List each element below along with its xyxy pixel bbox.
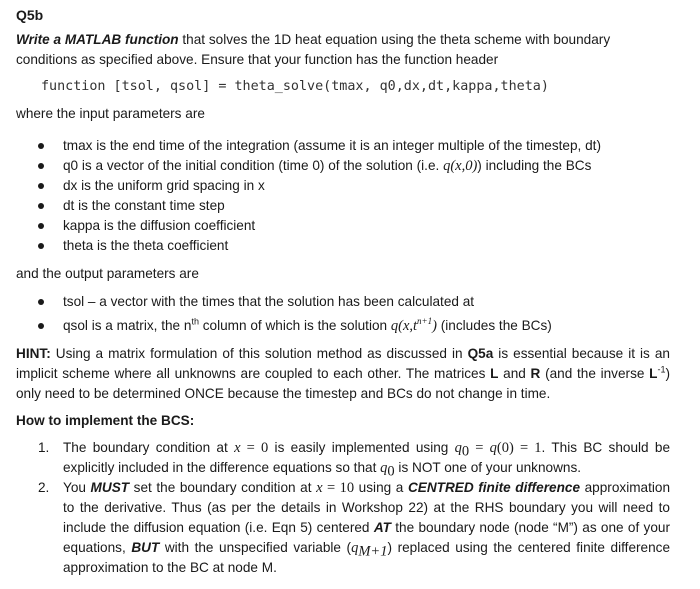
list-item: [38, 216, 670, 236]
input-kappa: kappa is the diffusion coefficient: [63, 218, 256, 233]
list-item: [38, 196, 670, 216]
math-x: x: [234, 440, 241, 456]
math-subscript-0: 0: [461, 443, 470, 460]
intro-emphasis: Write a MATLAB function: [16, 32, 179, 47]
hint-inverse-superscript: -1: [657, 364, 666, 375]
bcs-list: [38, 438, 670, 578]
item-number: 2.: [38, 480, 50, 495]
hint-text-1: Using a matrix formulation of this solution method as discussed in: [50, 346, 468, 361]
question-title: Q5b: [16, 7, 44, 23]
bullet-icon: [38, 243, 44, 249]
bullet-icon: [38, 223, 44, 229]
intro-paragraph: [16, 30, 670, 70]
input-dt: dt is the constant time step: [63, 198, 225, 213]
bullet-icon: [38, 183, 44, 189]
bc2-centred-fd: CENTRED finite difference: [407, 480, 581, 495]
input-q0: q0 is a vector of the initial condition (time 0) of the solution (i.e.: [63, 158, 444, 173]
bullet-icon: [38, 323, 44, 329]
bc2-at: AT: [373, 520, 391, 535]
hint-text-2: is essential because it is an implicit scheme where all unknowns are coupled to each other. The matrices: [16, 346, 670, 381]
bc2-text-b: set the boundary condition at: [129, 480, 317, 495]
bullet-icon: [38, 203, 44, 209]
list-item: [38, 478, 670, 578]
hint-label: HINT:: [16, 346, 51, 361]
math-close-paren: ): [432, 318, 437, 334]
hint-matrix-l-inverse: L: [649, 366, 658, 381]
superscript-th: th: [191, 316, 199, 327]
bc2-text-d: approximation to the derivative. Thus (as per the details in Workshop 22) at the RHS boundary you will need to include the diffusion equation (i.e. Eqn 5) centered: [63, 480, 671, 535]
hint-q5a: Q5a: [467, 346, 494, 361]
input-tmax: tmax is the end time of the integration (assume it is an integer multiple of the timestep, dt): [63, 138, 601, 153]
input-q0-tail: ) including the BCs: [477, 158, 592, 173]
math-subscript-0: 0: [387, 463, 395, 480]
list-item: [38, 316, 670, 336]
math-eq-0: = 0: [240, 440, 269, 456]
output-params-intro: and the output parameters are: [16, 266, 199, 281]
math-q: q: [351, 540, 359, 556]
list-item: [38, 292, 670, 312]
math-q-0-eq-1: (0) = 1: [496, 440, 542, 456]
math-q-x-0: q(x,0): [443, 158, 478, 174]
hint-matrix-l: L: [490, 366, 499, 381]
bc2-but: BUT: [131, 540, 160, 555]
input-params-list: [38, 136, 670, 256]
math-q-x-t-base: q(x,t: [390, 318, 418, 334]
math-q: q: [380, 460, 388, 476]
bc2-text-g: ) replaced using the centered finite difference approximation to the BC at node M.: [63, 540, 671, 575]
output-qsol-tail: (includes the BCs): [436, 318, 552, 333]
list-item: [38, 236, 670, 256]
math-q-x-t: [391, 318, 437, 334]
math-q: q: [489, 440, 497, 456]
hint-text-3: (and the inverse: [540, 366, 650, 381]
bc1-text-a: The boundary condition at: [63, 440, 235, 455]
bc2-must: MUST: [90, 480, 130, 495]
output-tsol: tsol – a vector with the times that the solution has been calculated at: [63, 294, 475, 309]
output-qsol: qsol is a matrix, the n: [63, 318, 192, 333]
bc2-text-f: with the unspecified variable (: [159, 540, 352, 555]
bc2-text-c: using a: [354, 480, 408, 495]
bc2-text-e: the boundary node (node “M”) as one of your equations,: [63, 520, 670, 555]
math-x: x: [316, 480, 323, 496]
list-item: [38, 136, 670, 156]
intro-text: that solves the 1D heat equation using the theta scheme with boundary conditions as specified above. Ensure that your function has the function header: [16, 32, 611, 67]
input-theta: theta is the theta coefficient: [63, 238, 229, 253]
hint-paragraph: [16, 344, 670, 404]
list-item: [38, 156, 670, 176]
output-qsol-mid: column of which is the solution: [198, 318, 391, 333]
bullet-icon: [38, 143, 44, 149]
bullet-icon: [38, 299, 44, 305]
output-params-list: [38, 292, 670, 336]
hint-matrix-r: R: [530, 366, 541, 381]
bullet-icon: [38, 163, 44, 169]
bc2-text-a: You: [63, 480, 91, 495]
hint-text-4: ) only need to be determined ONCE because the timestep and BCs do not change in time.: [16, 366, 670, 401]
bc1-text-b: is easily implemented using: [268, 440, 455, 455]
bcs-heading: How to implement the BCS:: [16, 413, 195, 428]
bc1-text-c: . This BC should be explicitly included in the difference equations so that: [63, 440, 671, 475]
hint-and: and: [498, 366, 531, 381]
bc1-text-d: is NOT one of your unknowns.: [394, 460, 582, 475]
item-number: 1.: [38, 440, 50, 455]
math-superscript-n-plus-1: n+1: [417, 316, 433, 327]
input-dx: dx is the uniform grid spacing in x: [63, 178, 265, 193]
input-params-intro: where the input parameters are: [16, 106, 205, 121]
list-item: [38, 176, 670, 196]
list-item: [38, 438, 670, 478]
math-eq-10: = 10: [322, 480, 355, 496]
function-header-code: function [tsol, qsol] = theta_solve(tmax, q0,dx,dt,kappa,theta): [41, 79, 549, 94]
math-q: q: [454, 440, 462, 456]
math-equals: =: [469, 440, 490, 456]
math-subscript-m-plus-1: M+1: [358, 543, 388, 560]
